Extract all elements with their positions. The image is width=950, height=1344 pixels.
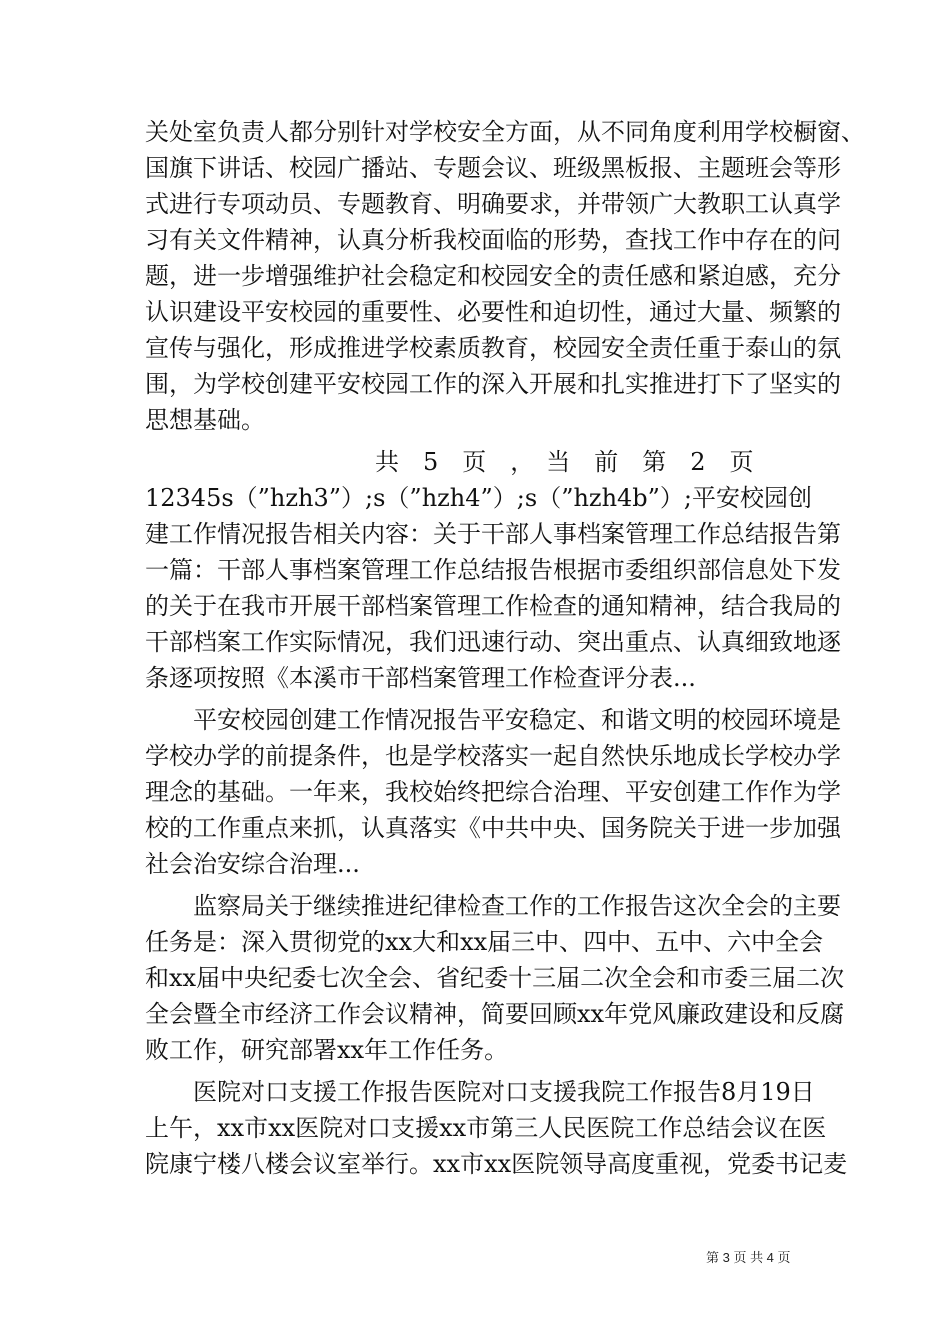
text-line: 和xx届中央纪委七次全会、省纪委十三届二次全会和市委三届二次 [145, 964, 845, 992]
text-line: 12345s（”hzh3”）;s（”hzh4”）;s（”hzh4b”）;平安校园创 [145, 484, 813, 512]
text-line: 宣传与强化，形成推进学校素质教育，校园安全责任重于泰山的氛 [145, 334, 841, 362]
text-line: 题，进一步增强维护社会稳定和校园安全的责任感和紧迫感，充分 [145, 262, 841, 290]
text-line: 全会暨全市经济工作会议精神，简要回顾xx年党风廉政建设和反腐 [145, 1000, 845, 1028]
text-line: 习有关文件精神，认真分析我校面临的形势，查找工作中存在的问 [145, 226, 841, 254]
text-line: 败工作，研究部署xx年工作任务。 [145, 1036, 509, 1064]
page-counter-line: 共 5 页 ， 当 前 第 2 页 [375, 448, 754, 476]
text-line: 关处室负责人都分别针对学校安全方面，从不同角度利用学校橱窗、 [145, 118, 865, 146]
paragraph-3 [145, 702, 841, 882]
text-line: 的关于在我市开展干部档案管理工作检查的通知精神，结合我局的 [145, 592, 841, 620]
text-line: 校的工作重点来抓，认真落实《中共中央、国务院关于进一步加强 [145, 814, 841, 842]
page-number-label: 第 3 页 共 4 页 [706, 1250, 791, 1265]
paragraph-2 [145, 480, 841, 696]
text-line: 国旗下讲话、校园广播站、专题会议、班级黑板报、主题班会等形 [145, 154, 841, 182]
text-line: 建工作情况报告相关内容：关于干部人事档案管理工作总结报告第 [145, 520, 841, 548]
text-line: 一篇：干部人事档案管理工作总结报告根据市委组织部信息处下发 [145, 556, 841, 584]
text-line: 干部档案工作实际情况，我们迅速行动、突出重点、认真细致地逐 [145, 628, 841, 656]
paragraph-5 [145, 1074, 848, 1182]
text-line: 任务是：深入贯彻党的xx大和xx届三中、四中、五中、六中全会 [145, 928, 824, 956]
page-footer [706, 1247, 791, 1266]
text-line: 思想基础。 [145, 406, 265, 434]
text-line: 学校办学的前提条件，也是学校落实一起自然快乐地成长学校办学 [145, 742, 841, 770]
text-line: 条逐项按照《本溪市干部档案管理工作检查评分表... [145, 664, 696, 692]
text-line: 平安校园创建工作情况报告平安稳定、和谐文明的校园环境是 [145, 706, 841, 734]
paragraph-1 [145, 114, 865, 438]
text-line: 式进行专项动员、专题教育、明确要求，并带领广大教职工认真学 [145, 190, 841, 218]
text-line: 围，为学校创建平安校园工作的深入开展和扎实推进打下了坚实的 [145, 370, 841, 398]
text-line: 医院对口支援工作报告医院对口支援我院工作报告8月19日 [145, 1078, 815, 1106]
paragraph-4 [145, 888, 845, 1068]
text-line: 院康宁楼八楼会议室举行。xx市xx医院领导高度重视，党委书记麦 [145, 1150, 848, 1178]
text-line: 监察局关于继续推进纪律检查工作的工作报告这次全会的主要 [145, 892, 841, 920]
page-counter [145, 444, 807, 480]
text-line: 认识建设平安校园的重要性、必要性和迫切性，通过大量、频繁的 [145, 298, 841, 326]
text-line: 理念的基础。一年来，我校始终把综合治理、平安创建工作作为学 [145, 778, 841, 806]
document-body [145, 114, 865, 1182]
text-line: 社会治安综合治理... [145, 850, 360, 878]
text-line: 上午，xx市xx医院对口支援xx市第三人民医院工作总结会议在医 [145, 1114, 827, 1142]
